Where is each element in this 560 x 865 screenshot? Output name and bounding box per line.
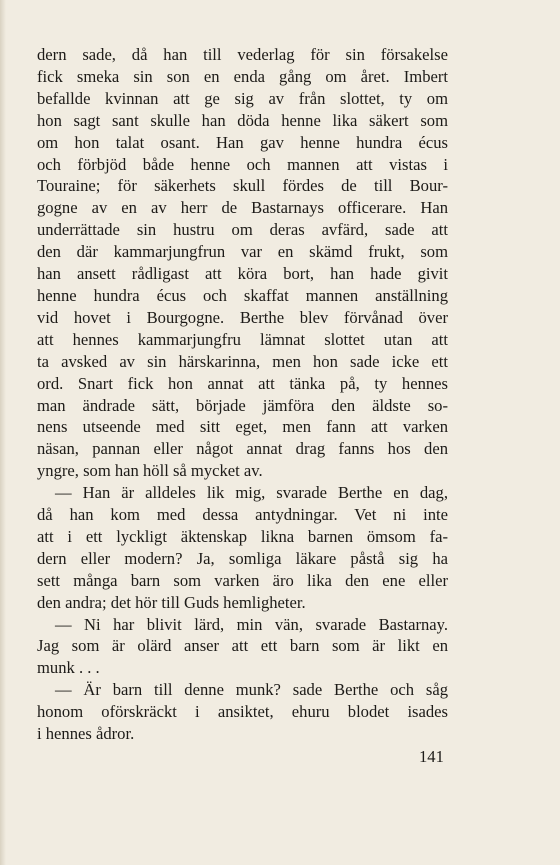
text-line: Jag som är olärd anser att ett barn som är likt en — [37, 636, 448, 656]
text-line: näsan, pannan eller något annat drag fanns hos den — [37, 439, 448, 459]
text-line: yngre, som han höll så mycket av. — [37, 461, 263, 481]
text-line: den andra; det hör till Guds hemligheter. — [37, 592, 306, 612]
text-line: att i ett lyckligt äktenskap likna barnen ömsom fa- — [37, 526, 448, 546]
text-line: fick smeka sin son en enda gång om året. Imbert — [37, 66, 448, 86]
text-line: befallde kvinnan att ge sig av från slottet, ty om — [37, 88, 448, 108]
text-line: då han kom med dessa antydningar. Vet ni inte — [37, 505, 448, 525]
text-line: dern eller modern? Ja, somliga läkare påstå sig ha — [37, 548, 448, 568]
body-text — [37, 44, 448, 745]
text-line: att hennes kammarjungfru lämnat slottet utan att — [37, 329, 448, 349]
dialogue-line: — Ni har blivit lärd, min vän, svarade Bastarnay. — [55, 614, 448, 634]
text-line: honom oförskräckt i ansiktet, ehuru blodet isades — [37, 702, 448, 722]
text-line: om hon talat osant. Han gav henne hundra écus — [37, 132, 448, 152]
text-line: nens utseende med sitt eget, men fann att varken — [37, 417, 448, 437]
text-line: ta avsked av sin härskarinna, men hon sade icke ett — [37, 351, 448, 371]
text-line: den där kammarjungfrun var en skämd frukt, som — [37, 242, 448, 262]
text-line: dern sade, då han till vederlag för sin försakelse — [37, 45, 448, 64]
text-line: och förbjöd både henne och mannen att vistas i — [37, 154, 448, 174]
text-line: Touraine; för säkerhets skull fördes de till Bour- — [37, 176, 448, 196]
page-edge — [0, 0, 6, 865]
text-line: underrättade sin hustru om deras avfärd, sade att — [37, 220, 448, 240]
text-line: han ansett rådligast att köra bort, han hade givit — [37, 264, 448, 284]
text-line: man ändrade sätt, började jämföra den äldste so- — [37, 395, 448, 415]
text-line: henne hundra écus och skaffat mannen anställning — [37, 285, 448, 305]
dialogue-line: — Är barn till denne munk? sade Berthe och såg — [55, 680, 448, 700]
text-line: gogne av en av herr de Bastarnays officerare. Han — [37, 198, 448, 218]
text-line: i hennes ådror. — [37, 724, 135, 744]
dialogue-line: — Han är alldeles lik mig, svarade Berthe en dag, — [55, 483, 448, 503]
text-line: hon sagt sant skulle han döda henne lika säkert som — [37, 110, 448, 130]
text-line: sett många barn som varken äro lika den ene eller — [37, 570, 448, 590]
text-line: munk . . . — [37, 658, 100, 678]
text-line: vid hovet i Bourgogne. Berthe blev förvånad över — [37, 307, 448, 327]
text-line: ord. Snart fick hon annat att tänka på, ty hennes — [37, 373, 448, 393]
page-number: 141 — [419, 747, 444, 766]
